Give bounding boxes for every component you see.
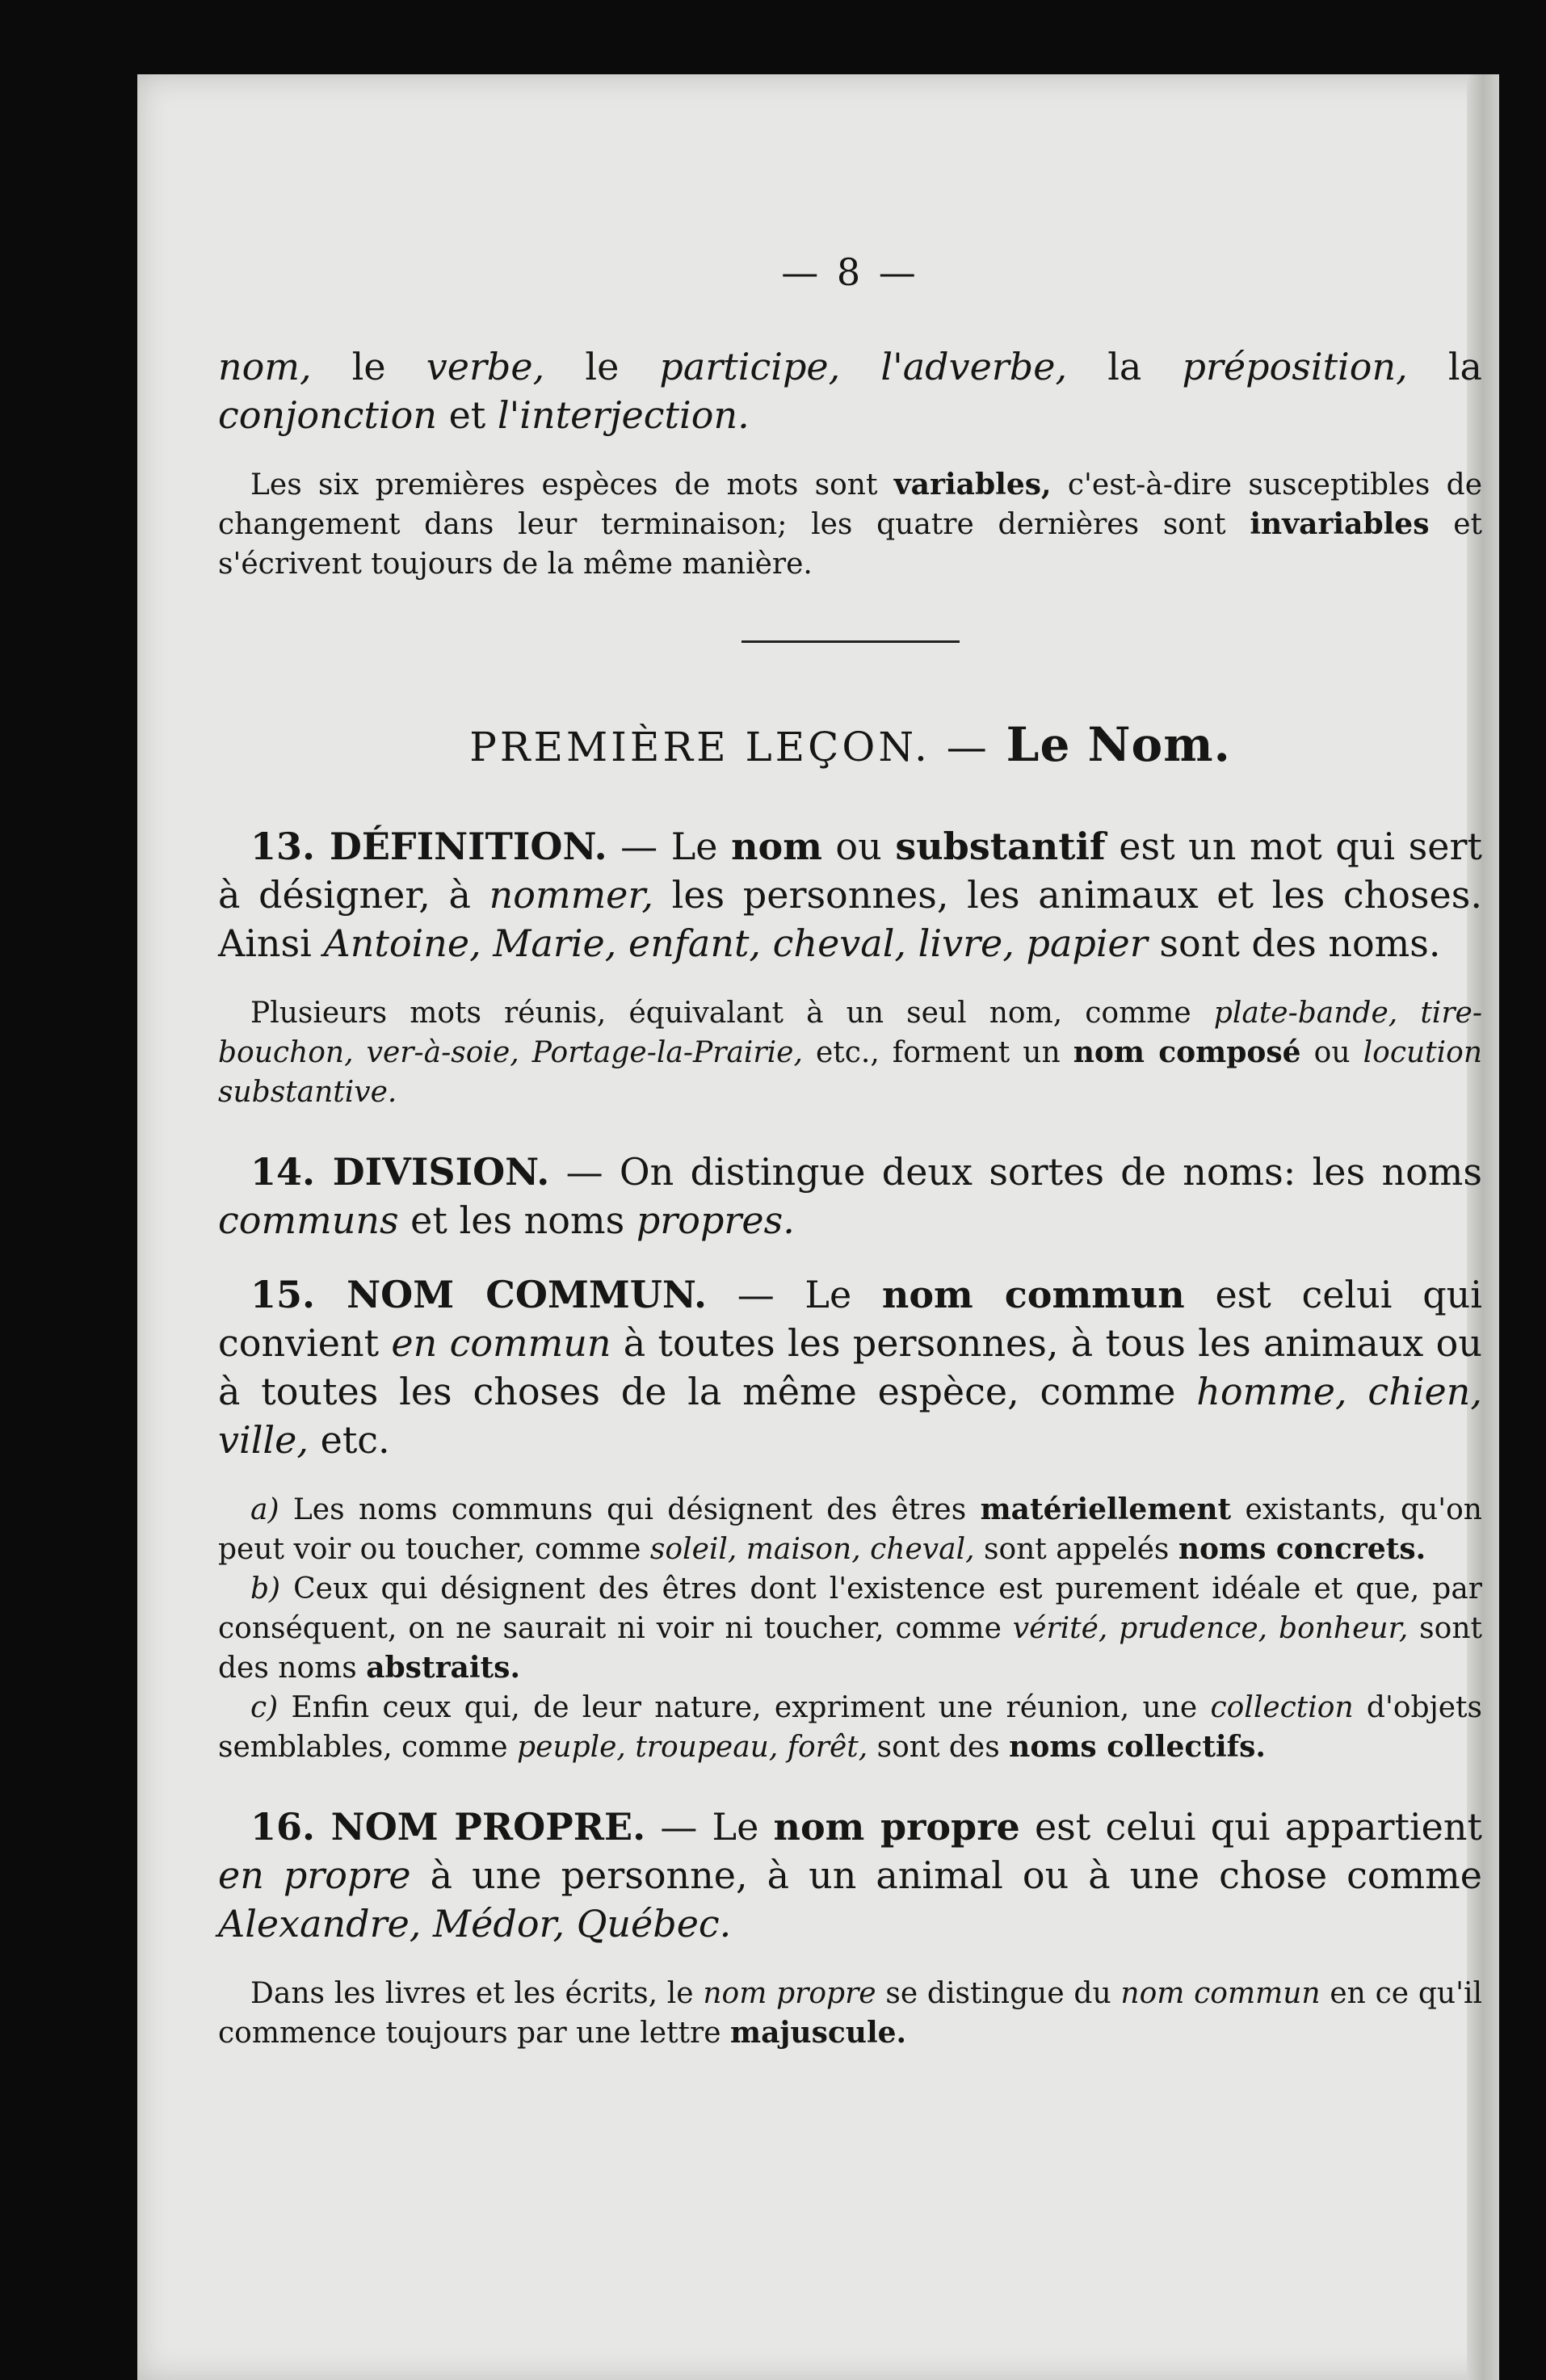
term-verbe: verbe,	[426, 345, 545, 388]
lesson-title-subject: Le Nom.	[1006, 717, 1231, 772]
text: le	[544, 345, 660, 388]
lesson-title-prefix: PREMIÈRE LEÇON. —	[469, 724, 990, 770]
term-en-propre: en propre	[218, 1853, 411, 1897]
text: existants, qu'on peut voir ou toucher, comme	[218, 1493, 1482, 1566]
term-interjection: l'interjection.	[497, 393, 750, 437]
intro-paragraph	[218, 342, 1482, 439]
examples: vérité, prudence, bonheur,	[1012, 1612, 1409, 1645]
examples: Alexandre, Médor, Québec.	[218, 1902, 732, 1946]
text: sont des	[868, 1731, 1010, 1764]
text: Les six premières espèces de mots sont	[250, 468, 894, 502]
text: à toutes les personnes, à tous les animaux ou à toutes les choses de la même espèce, comme	[218, 1321, 1482, 1413]
section-16-heading: 16. NOM PROPRE.	[250, 1805, 646, 1849]
term-noms-collectifs: noms collectifs.	[1009, 1730, 1266, 1764]
page-text	[218, 250, 1482, 2053]
text: Ceux qui désignent des êtres dont l'existence est purement idéale et que, par conséquent, on ne saurait ni voir ni toucher, comme	[218, 1572, 1482, 1645]
text: — Le	[707, 1273, 882, 1316]
text: les personnes, les animaux et les choses. Ainsi	[218, 873, 1482, 965]
section-14	[218, 1148, 1482, 1245]
text: — Le	[645, 1805, 774, 1849]
examples: plate-bande, tire-bouchon, ver-à-soie, Portage-la-Prairie,	[218, 997, 1482, 1069]
section-15-c	[218, 1688, 1482, 1767]
text: Plusieurs mots réunis, équivalant à un seul nom, comme	[250, 997, 1214, 1030]
text: — Le	[607, 825, 732, 868]
text: sont des noms	[218, 1612, 1482, 1685]
section-15-heading: 15. NOM COMMUN.	[250, 1273, 708, 1316]
term-nom-propre: nom propre	[703, 1977, 876, 2010]
text: le	[311, 345, 426, 388]
section-15	[218, 1270, 1482, 1464]
text: et	[436, 393, 498, 437]
term-nommer: nommer,	[489, 873, 653, 917]
text: à une personne, à un animal ou à une chose comme	[410, 1853, 1482, 1897]
text: est celui qui appartient	[1019, 1805, 1483, 1849]
term-invariables: invariables	[1250, 507, 1430, 541]
lesson-title	[218, 717, 1482, 772]
term-communs: communs	[218, 1198, 399, 1242]
separator	[218, 631, 1482, 646]
text: est un mot qui sert à désigner, à	[218, 825, 1482, 917]
term-nom: nom	[731, 825, 822, 868]
separator-line	[741, 640, 960, 643]
term-preposition: préposition,	[1182, 345, 1408, 388]
text: Dans les livres et les écrits, le	[250, 1977, 704, 2010]
term-nom-commun: nom commun	[881, 1273, 1185, 1316]
examples: peuple, troupeau, forêt,	[517, 1731, 868, 1764]
examples: Antoine, Marie, enfant, cheval, livre, papier	[323, 921, 1148, 965]
text: la	[1407, 345, 1482, 388]
section-15-a	[218, 1490, 1482, 1569]
term-majuscule: majuscule.	[729, 2016, 907, 2050]
examples: homme, chien, ville,	[218, 1370, 1482, 1462]
section-16-note	[218, 1974, 1482, 2053]
term-conjonction: conjonction	[218, 393, 437, 437]
text: ou	[1300, 1036, 1363, 1069]
section-15-b	[218, 1569, 1482, 1688]
term-nom-compose: nom composé	[1073, 1035, 1301, 1069]
term-locution-substantive: locution substantive.	[218, 1036, 1483, 1109]
text: c'est-à-dire susceptibles de changement dans leur terminaison; les quatre dernières sont	[218, 468, 1483, 541]
term-participe: participe,	[659, 345, 841, 388]
section-13	[218, 822, 1482, 968]
page-number: — 8 —	[781, 250, 919, 294]
term-collection: collection	[1210, 1691, 1354, 1724]
text: se distingue du	[876, 1977, 1121, 2010]
text: etc., forment un	[802, 1036, 1073, 1069]
text: d'objets semblables, comme	[218, 1691, 1482, 1764]
term-nom: nom,	[218, 345, 312, 388]
item-marker: c)	[250, 1691, 279, 1724]
text: etc.	[308, 1418, 390, 1462]
item-marker: b)	[250, 1572, 281, 1606]
text: en ce qu'il commence toujours par une lettre	[218, 1977, 1482, 2050]
text: — On distingue deux sortes de noms: les noms	[549, 1150, 1482, 1194]
term-abstraits: abstraits.	[366, 1651, 520, 1685]
text: la	[1067, 345, 1183, 388]
term-nom-propre: nom propre	[773, 1805, 1020, 1849]
section-14-heading: 14. DIVISION.	[250, 1150, 550, 1194]
text: ou	[821, 825, 896, 868]
term-propres: propres.	[636, 1198, 795, 1242]
intro-note	[218, 465, 1482, 584]
text: et les noms	[398, 1198, 636, 1242]
term-materiellement: matériellement	[980, 1492, 1232, 1526]
text: Enfin ceux qui, de leur nature, expriment une réunion, une	[278, 1691, 1211, 1724]
term-nom-commun: nom commun	[1120, 1977, 1321, 2010]
section-13-heading: 13. DÉFINITION.	[250, 825, 607, 868]
examples: soleil, maison, cheval,	[649, 1533, 975, 1566]
item-marker: a)	[250, 1493, 279, 1526]
section-13-note	[218, 993, 1482, 1112]
term-adverbe: l'adverbe,	[880, 345, 1068, 388]
text: sont appelés	[974, 1533, 1178, 1566]
term-substantif: substantif	[895, 825, 1106, 868]
text	[840, 345, 880, 388]
text: est celui qui convient	[218, 1273, 1482, 1365]
text: sont des noms.	[1147, 921, 1441, 965]
section-16	[218, 1803, 1482, 1948]
text: et s'écrivent toujours de la même manière.	[218, 508, 1482, 581]
term-en-commun: en commun	[391, 1321, 611, 1365]
term-variables: variables,	[893, 468, 1052, 502]
text: Les noms communs qui désignent des êtres	[279, 1493, 981, 1526]
term-noms-concrets: noms concrets.	[1178, 1532, 1426, 1566]
